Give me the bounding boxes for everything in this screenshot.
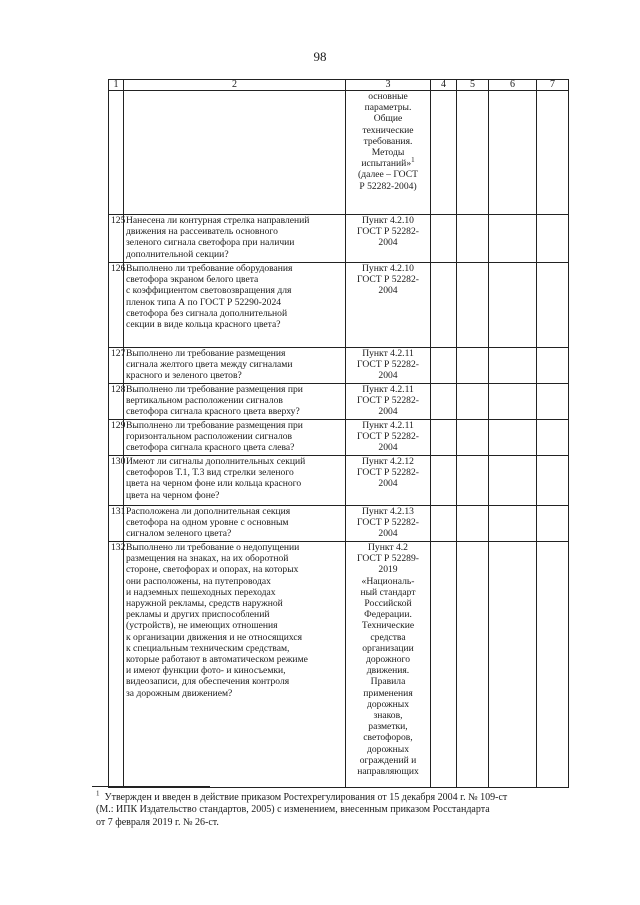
empty-col-4-cell — [431, 215, 457, 263]
reference-line: разметки, — [368, 721, 408, 733]
empty-col-7-cell — [537, 215, 569, 263]
row-number: 128 — [109, 384, 124, 420]
footnote-line: $^1$ Утвержден и введен в действие приказом Ростехрегулирования от 15 декабря 2004 г. № 109-ст — [96, 789, 508, 803]
reference-line: 2019 — [378, 564, 398, 576]
question-line: к специальным техническим средствам, — [126, 642, 290, 654]
empty-col-6-cell — [489, 420, 537, 456]
reference-cell — [346, 456, 431, 506]
reference-cell — [346, 348, 431, 384]
reference-line: средства — [370, 631, 406, 643]
empty-col-4-cell — [431, 263, 457, 348]
empty-col-6-cell — [489, 91, 537, 215]
question-line: дополнительной секции? — [126, 248, 229, 260]
question-cell — [124, 215, 346, 263]
question-line: с коэффициентом световозвращения для — [126, 285, 292, 297]
question-line: и надземных пешеходных переходах — [126, 586, 276, 598]
empty-col-5-cell — [457, 506, 489, 542]
footnote-marker: 1 — [96, 789, 100, 798]
reference-line: 2004 — [378, 285, 398, 297]
reference-line: основные — [368, 91, 408, 102]
question-line: цвета на черном фоне? — [126, 489, 220, 501]
reference-line: Пункт 4.2.12 — [362, 456, 414, 467]
question-cell — [124, 542, 346, 788]
reference-line: Технические — [361, 620, 415, 632]
reference-line: 2004 — [378, 478, 398, 490]
reference-cell — [346, 215, 431, 263]
question-line: размещения на знаках, на их оборотной — [126, 553, 289, 565]
question-line: Выполнено ли требование оборудования — [126, 263, 293, 274]
reference-line: знаков, — [373, 710, 403, 722]
reference-line: Пункт 4.2.10 — [362, 215, 414, 226]
header-col-6: 6 — [489, 80, 537, 91]
empty-col-5-cell — [457, 456, 489, 506]
table-row — [109, 263, 569, 348]
question-line: красного и зеленого цветов? — [126, 370, 242, 382]
reference-cell — [346, 384, 431, 420]
table-row — [109, 506, 569, 542]
reference-line: ГОСТ Р 52282- — [357, 431, 419, 443]
empty-col-4-cell — [431, 542, 457, 788]
header-row — [109, 80, 569, 91]
reference-line: Пункт 4.2.11 — [362, 384, 414, 395]
row-number: 130 — [109, 456, 124, 506]
empty-col-5-cell — [457, 215, 489, 263]
empty-col-6-cell — [489, 506, 537, 542]
empty-col-4-cell — [431, 506, 457, 542]
empty-col-4-cell — [431, 420, 457, 456]
footnote-divider — [92, 786, 210, 787]
reference-line: 2004 — [378, 442, 398, 454]
row-number: 132 — [109, 542, 124, 788]
question-line: Выполнено ли требование размещения при — [126, 420, 303, 431]
table-row — [109, 384, 569, 420]
empty-col-4-cell — [431, 384, 457, 420]
empty-col-7-cell — [537, 420, 569, 456]
question-cell — [124, 456, 346, 506]
question-line: сигнала желтого цвета между сигналами — [126, 359, 293, 371]
question-line: за дорожным движением? — [126, 687, 233, 699]
empty-col-5-cell — [457, 348, 489, 384]
question-line: к организации движения и не относящихся — [126, 631, 303, 643]
header-col-4: 4 — [431, 80, 457, 91]
header-col-5: 5 — [457, 80, 489, 91]
row-number: 125 — [109, 215, 124, 263]
question-line: сигналом зеленого цвета? — [126, 528, 232, 540]
question-cell — [124, 91, 346, 215]
reference-line: ГОСТ Р 52282- — [357, 467, 419, 479]
reference-line: Р 52282-2004) — [359, 180, 417, 192]
footnote-line: (М.: ИПК Издательство стандартов, 2005) с изменением, внесенным приказом Росстандарта — [96, 804, 490, 816]
empty-col-6-cell — [489, 384, 537, 420]
question-line: светофоров Т.1, Т.3 вид стрелки зеленого — [126, 467, 294, 479]
question-line: Имеют ли сигналы дополнительных секций — [126, 456, 306, 467]
question-line: вертикальном расположении сигналов — [126, 395, 283, 407]
footnote — [96, 789, 572, 829]
question-line: стороне, светофорах и опорах, на которых — [126, 564, 299, 576]
reference-line: Пункт 4.2.11 — [362, 348, 414, 359]
reference-line: направляющих — [357, 766, 419, 778]
question-line: и имеют функции фото- и киносъемки, — [126, 665, 286, 677]
reference-line: Общие — [373, 113, 403, 125]
question-line: секции в виде кольца красного цвета? — [126, 319, 281, 331]
reference-line: (далее – ГОСТ — [358, 169, 418, 181]
reference-cell — [346, 506, 431, 542]
question-line: Выполнено ли требование размещения при — [126, 384, 303, 395]
reference-line: испытаний»$^1$ — [361, 156, 415, 170]
row-number: 126 — [109, 263, 124, 348]
reference-cell — [346, 542, 431, 788]
reference-line: движения. — [366, 665, 410, 677]
reference-line: 2004 — [378, 406, 398, 418]
empty-col-4-cell — [431, 91, 457, 215]
question-cell — [124, 263, 346, 348]
empty-col-4-cell — [431, 348, 457, 384]
question-line: видеозаписи, для обеспечения контроля — [126, 676, 290, 688]
checklist-table — [108, 79, 569, 788]
footnote-line: от 7 февраля 2019 г. № 26-ст. — [96, 816, 219, 828]
question-cell — [124, 506, 346, 542]
empty-col-6-cell — [489, 542, 537, 788]
question-line: они расположены, на путепроводах — [126, 575, 271, 587]
reference-line: Федерации. — [364, 609, 412, 621]
question-line: Выполнено ли требование размещения — [126, 348, 286, 359]
reference-line: Правила — [370, 676, 406, 688]
empty-col-6-cell — [489, 263, 537, 348]
reference-line: 2004 — [378, 528, 398, 540]
reference-line: Пункт 4.2 — [368, 542, 408, 553]
reference-cell — [346, 263, 431, 348]
reference-line: дорожных — [366, 698, 410, 710]
question-line: рекламы и других приспособлений — [126, 609, 270, 621]
question-line: зеленого сигнала светофора при наличии — [126, 237, 295, 249]
reference-line: 2004 — [378, 237, 398, 249]
header-col-7: 7 — [537, 80, 569, 91]
reference-line: ГОСТ Р 52282- — [357, 226, 419, 238]
empty-col-5-cell — [457, 420, 489, 456]
question-line: (устройств), не имеющих отношения — [126, 620, 278, 632]
reference-line: применения — [363, 687, 413, 699]
row-number: 127 — [109, 348, 124, 384]
reference-line: дорожных — [366, 743, 410, 755]
reference-line: ГОСТ Р 52282- — [357, 274, 419, 286]
reference-line: 2004 — [378, 370, 398, 382]
question-line: пленок типа А по ГОСТ Р 52290-2024 — [126, 296, 282, 308]
header-col-3: 3 — [346, 80, 431, 91]
table-row — [109, 456, 569, 506]
row-number: 129 — [109, 420, 124, 456]
table-row — [109, 542, 569, 788]
question-line: светофора сигнала красного цвета слева? — [126, 442, 295, 454]
question-line: движения на рассеиватель основного — [126, 226, 278, 238]
question-line: которые работают в автоматическом режиме — [126, 654, 308, 666]
reference-cell — [346, 420, 431, 456]
question-line: светофора без сигнала дополнительной — [126, 307, 288, 319]
row-number: 131 — [109, 506, 124, 542]
reference-line: параметры. — [364, 102, 412, 114]
reference-line: «Националь- — [361, 575, 415, 587]
question-line: цвета на черном фоне или кольца красного — [126, 478, 302, 490]
page-number: 98 — [313, 49, 327, 64]
empty-col-5-cell — [457, 263, 489, 348]
question-line: наружной рекламы, средств наружной — [126, 598, 283, 610]
reference-line: ГОСТ Р 52282- — [357, 359, 419, 371]
empty-col-7-cell — [537, 263, 569, 348]
reference-line: Российской — [364, 598, 412, 610]
reference-line: светофоров, — [363, 732, 413, 744]
reference-line: Методы — [371, 147, 405, 159]
empty-col-7-cell — [537, 506, 569, 542]
question-line: Нанесена ли контурная стрелка направлений — [126, 215, 310, 226]
row-number — [109, 91, 124, 215]
question-line: светофора экраном белого цвета — [126, 274, 259, 286]
empty-col-5-cell — [457, 384, 489, 420]
reference-line: Пункт 4.2.11 — [362, 420, 414, 431]
question-line: светофора на одном уровне с основным — [126, 517, 289, 529]
reference-line: технические — [362, 124, 414, 136]
empty-col-4-cell — [431, 456, 457, 506]
reference-line: требования. — [363, 135, 413, 147]
reference-cell — [346, 91, 431, 215]
empty-col-7-cell — [537, 348, 569, 384]
table-row — [109, 420, 569, 456]
footnote-reference-marker: 1 — [411, 156, 415, 165]
question-line: светофора сигнала красного цвета вверху? — [126, 406, 300, 418]
reference-line: Пункт 4.2.10 — [362, 263, 414, 274]
reference-line: ГОСТ Р 52282- — [357, 517, 419, 529]
empty-col-6-cell — [489, 456, 537, 506]
question-line: Расположена ли дополнительная секция — [126, 506, 291, 517]
reference-line: ГОСТ Р 52289- — [357, 553, 419, 565]
question-cell — [124, 420, 346, 456]
reference-line: ограждений и — [359, 754, 417, 766]
question-line: горизонтальном расположении сигналов — [126, 431, 293, 443]
reference-line: дорожного — [365, 654, 411, 666]
reference-line: ГОСТ Р 52282- — [357, 395, 419, 407]
empty-col-7-cell — [537, 91, 569, 215]
reference-line: ный стандарт — [360, 586, 416, 598]
empty-col-6-cell — [489, 215, 537, 263]
empty-col-7-cell — [537, 542, 569, 788]
empty-col-5-cell — [457, 542, 489, 788]
question-cell — [124, 348, 346, 384]
empty-col-6-cell — [489, 348, 537, 384]
empty-col-7-cell — [537, 384, 569, 420]
table-row — [109, 348, 569, 384]
question-cell — [124, 384, 346, 420]
table-row — [109, 215, 569, 263]
header-col-1: 1 — [109, 80, 124, 91]
empty-col-7-cell — [537, 456, 569, 506]
empty-col-5-cell — [457, 91, 489, 215]
header-col-2: 2 — [124, 80, 346, 91]
question-line: Выполнено ли требование о недопущении — [126, 542, 300, 553]
reference-line: Пункт 4.2.13 — [362, 506, 414, 517]
table-row — [109, 91, 569, 215]
reference-line: организации — [362, 642, 414, 654]
